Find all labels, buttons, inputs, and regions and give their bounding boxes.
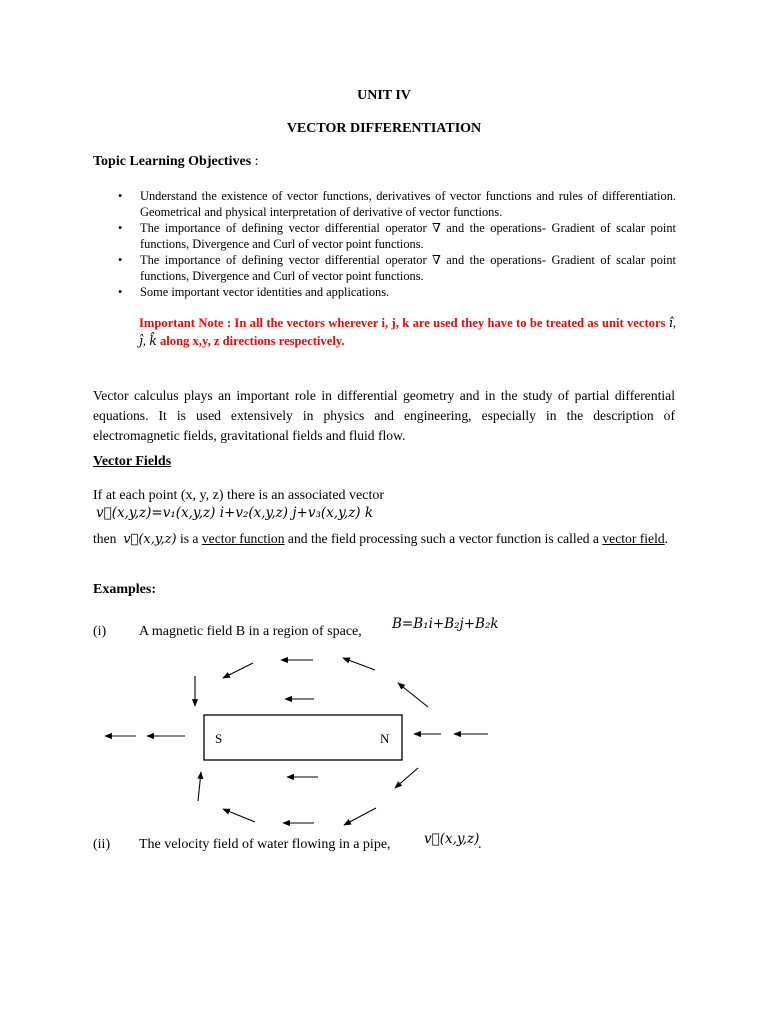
important-note-label: Important Note : xyxy=(139,316,232,330)
vector-function-symbol: v⃗(x,y,z) xyxy=(123,532,177,547)
objective-item: • The importance of defining vector differential operator ∇ and the operations- Gradient of scalar point functions, Divergence and Curl of vector point functions. xyxy=(118,220,676,252)
unit-vector-i: î xyxy=(668,315,673,330)
magnet-field-diagram xyxy=(0,640,768,840)
term-vector-function: vector function xyxy=(201,531,285,546)
important-note-text-end: along x,y, z directions respectively. xyxy=(156,334,345,348)
vector-field-equation: v⃗(x,y,z)=v₁(x,y,z) i+v₂(x,y,z) j+v₃(x,y,z) k xyxy=(96,505,374,521)
example-2-number: (ii) xyxy=(93,837,111,852)
unit-title: UNIT IV xyxy=(357,88,411,103)
chapter-title: VECTOR DIFFERENTIATION xyxy=(286,121,482,136)
magnet-s-label: S xyxy=(215,731,223,746)
objective-item: • Understand the existence of vector functions, derivatives of vector functions and rules of differentiation. Geometrical and physical interpretation of derivative of vector functions. xyxy=(118,188,676,220)
objectives-colon: : xyxy=(251,154,259,169)
important-note: Important Note : In all the vectors wherever i, j, k are used they have to be treated as unit vectors î, ĵ, k̂ along x,y, z directions respectively. xyxy=(139,315,677,348)
unit-vector-j: ĵ xyxy=(139,333,143,348)
important-note-text: In all the vectors wherever i, j, k are used they have to be treated as unit vectors xyxy=(231,316,669,330)
field-arrow xyxy=(198,772,201,801)
vector-function-definition: then v⃗(x,y,z) is a vector function and the field processing such a vector function is called a vector field. xyxy=(93,531,669,547)
vector-fields-heading: Vector Fields xyxy=(93,454,172,469)
magnet-n-label: N xyxy=(380,731,390,746)
objectives-heading-line xyxy=(93,154,259,170)
example-1-text: A magnetic field B in a region of space, xyxy=(139,624,362,639)
example-2-period: . xyxy=(478,837,482,852)
example-2-text: The velocity field of water flowing in a pipe, xyxy=(139,837,391,852)
example-1-number: (i) xyxy=(93,624,107,639)
field-arrows xyxy=(105,658,488,825)
objective-item: • The importance of defining vector differential operator ∇ and the operations- Gradient of scalar point functions, Divergence and Curl of vector point functions. xyxy=(118,252,676,284)
field-arrow xyxy=(343,658,375,670)
field-arrow xyxy=(344,808,376,825)
field-arrow xyxy=(395,768,418,788)
field-arrow xyxy=(398,683,428,707)
example-2-equation: v⃗(x,y,z) xyxy=(424,831,480,847)
intro-paragraph: Vector calculus plays an important role in differential geometry and in the study of partial differential equations. It is used extensively in physics and engineering, especially in the description of electromagnetic fields, gravitational fields and fluid flow. xyxy=(93,388,675,443)
unit-vector-k: k̂ xyxy=(149,333,157,348)
examples-heading: Examples: xyxy=(93,582,156,597)
field-arrow xyxy=(223,663,253,678)
objective-item: • Some important vector identities and applications. xyxy=(118,284,676,300)
objectives-list xyxy=(118,188,676,300)
example-1-equation: B=B₁i+B₂j+B₂k xyxy=(392,616,499,632)
term-vector-field: vector field xyxy=(602,531,665,546)
field-arrow xyxy=(223,809,255,822)
objectives-heading: Topic Learning Objectives xyxy=(93,154,252,169)
magnet-rectangle xyxy=(204,715,402,760)
vector-fields-line1: If at each point (x, y, z) there is an associated vector xyxy=(93,488,385,503)
